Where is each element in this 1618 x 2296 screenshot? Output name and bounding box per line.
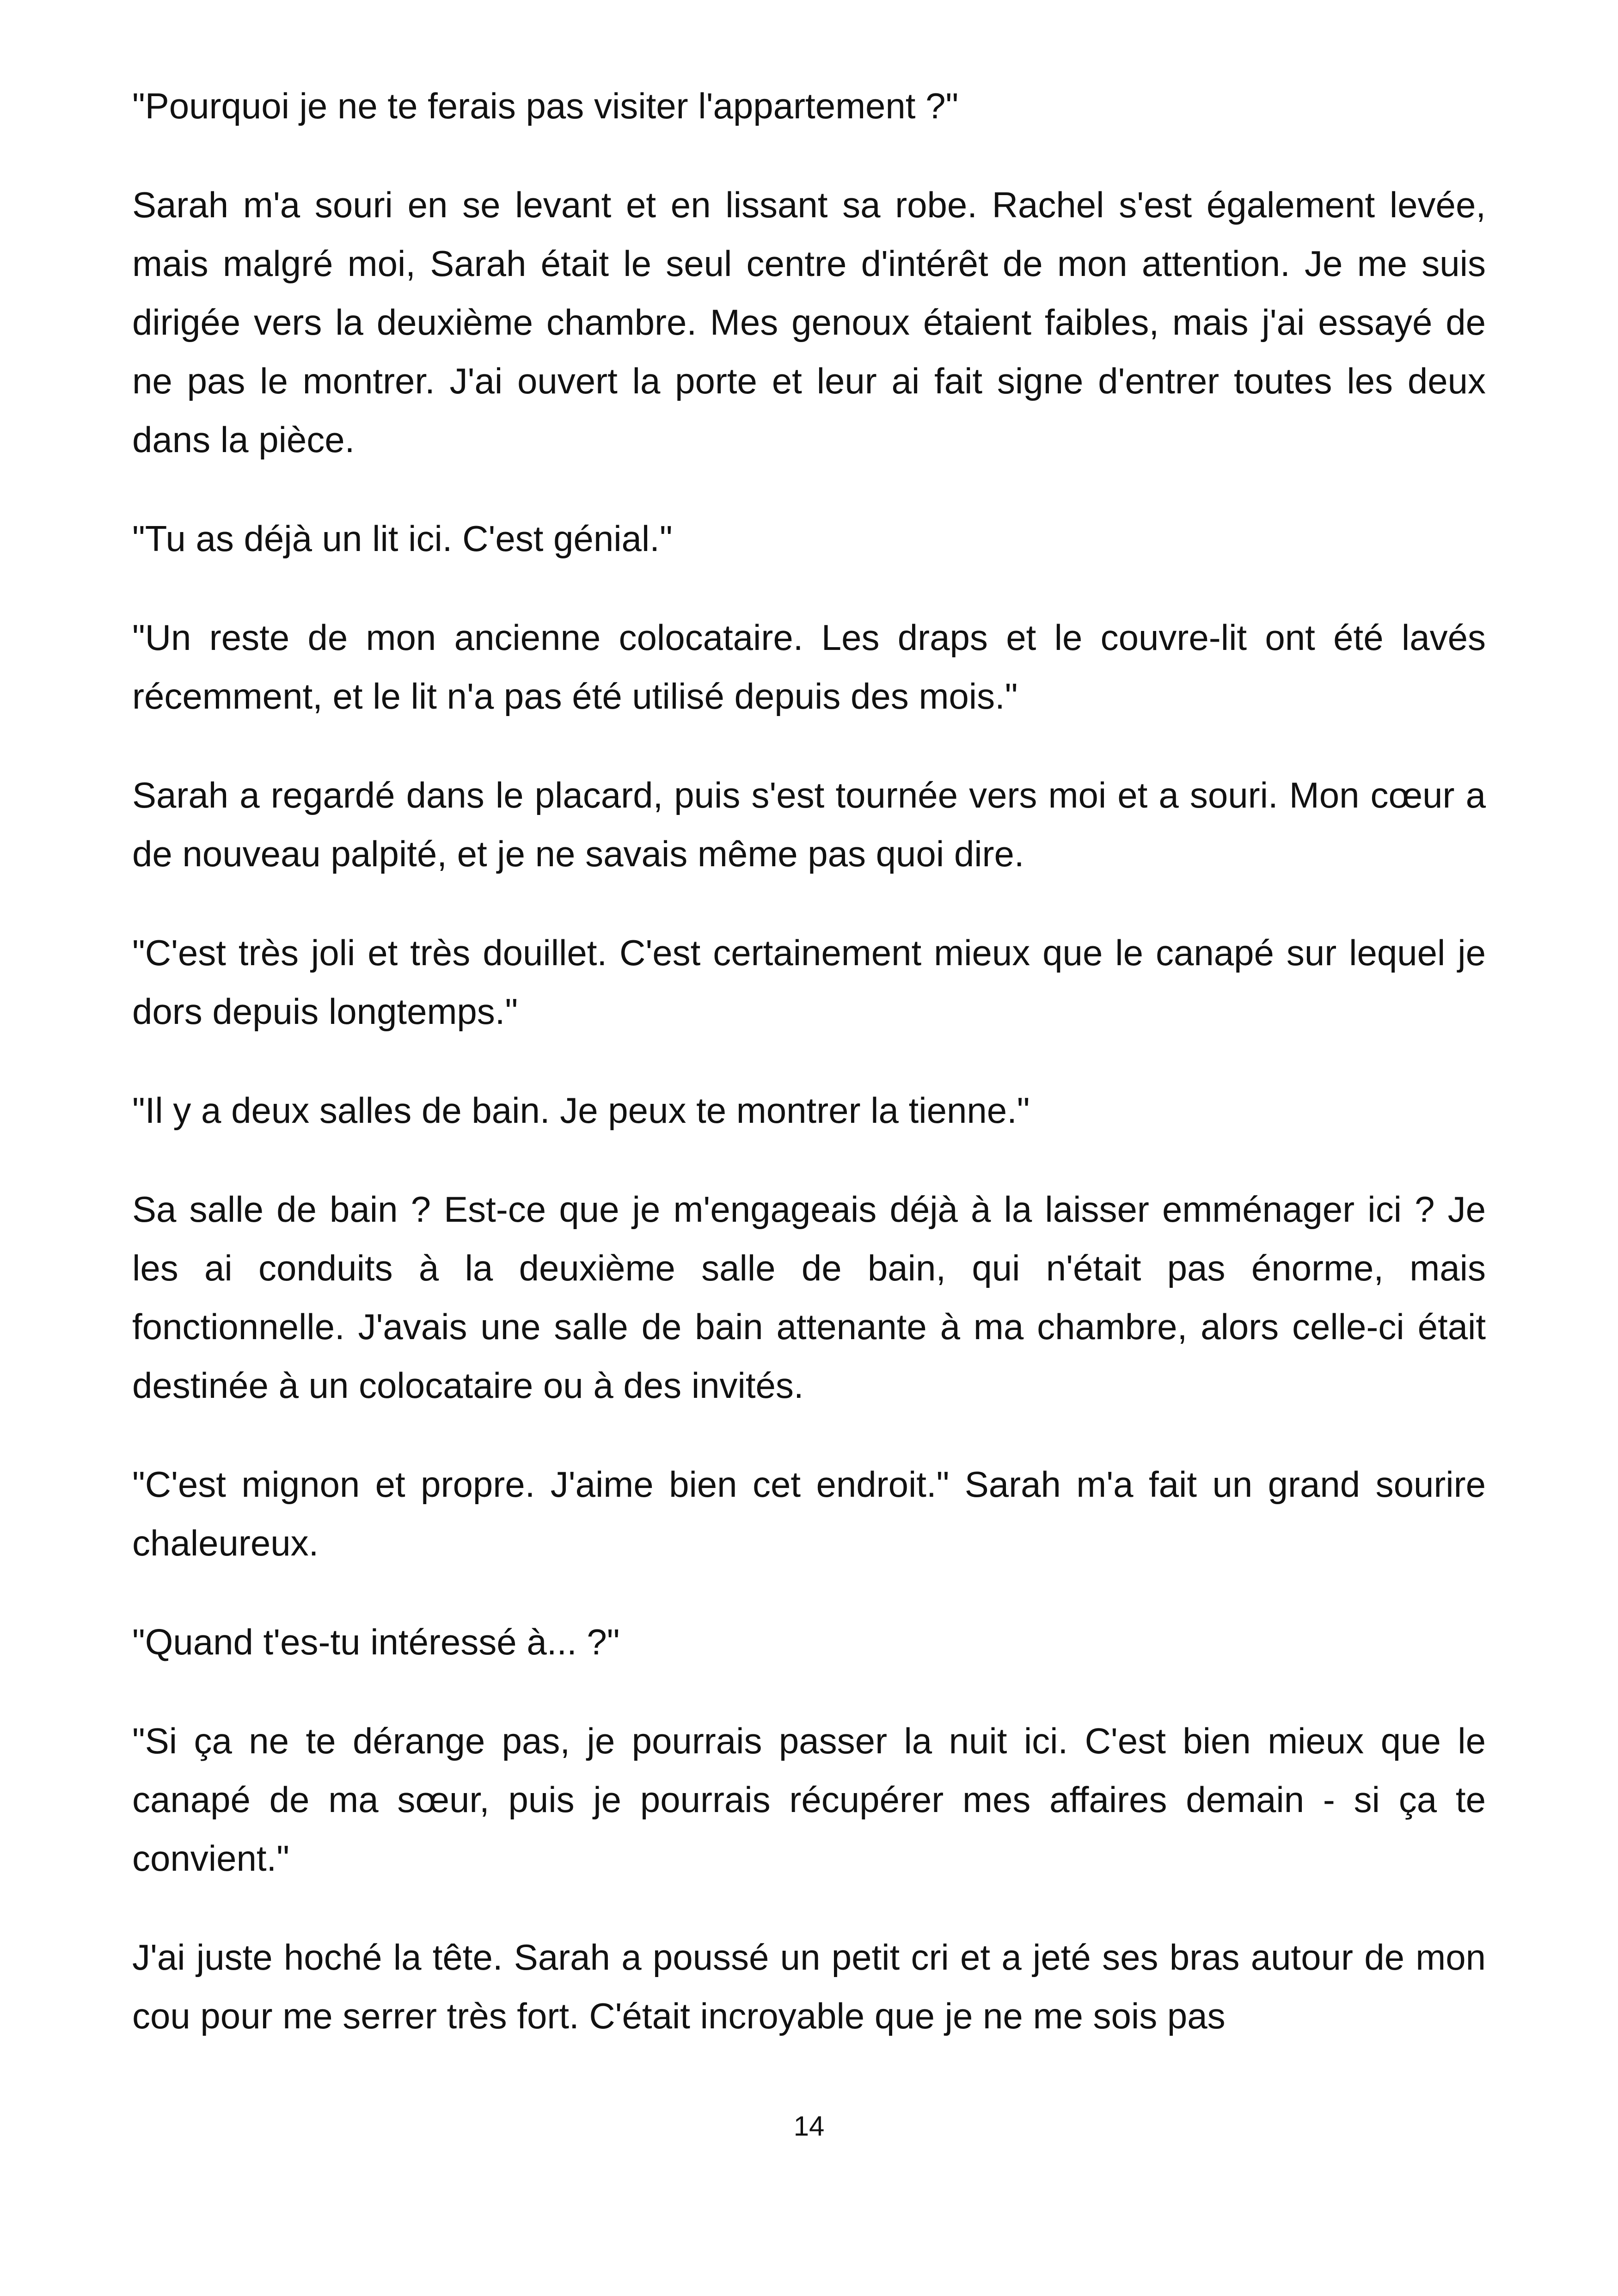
paragraph: "Pourquoi je ne te ferais pas visiter l'appartement ?" — [132, 86, 959, 126]
paragraph: Sarah a regardé dans le placard, puis s'est tournée vers moi et a souri. Mon cœur a de nouveau palpité, et je ne savais même pas quoi dire. — [132, 775, 1486, 874]
paragraph: Sarah m'a souri en se levant et en lissant sa robe. Rachel s'est également levée, mais malgré moi, Sarah était le seul centre d'intérêt de mon attention. Je me suis dirigée vers la deuxième chambre. Mes genoux étaient faibles, mais j'ai essayé de ne pas le montrer. J'ai ouvert la porte et leur ai fait signe d'entrer toutes les deux dans la pièce. — [132, 184, 1486, 460]
paragraph: "Quand t'es-tu intéressé à... ?" — [132, 1622, 620, 1662]
page-body — [132, 77, 1486, 2086]
paragraph: "Il y a deux salles de bain. Je peux te montrer la tienne." — [132, 1090, 1030, 1131]
paragraph: "Tu as déjà un lit ici. C'est génial." — [132, 518, 673, 559]
paragraph: J'ai juste hoché la tête. Sarah a poussé un petit cri et a jeté ses bras autour de mon cou pour me serrer très fort. C'était incroyable que je ne me sois pas — [132, 1937, 1486, 2036]
paragraph: "C'est mignon et propre. J'aime bien cet endroit." Sarah m'a fait un grand sourire chaleureux. — [132, 1464, 1486, 1563]
paragraph: "Un reste de mon ancienne colocataire. Les draps et le couvre-lit ont été lavés récemment, et le lit n'a pas été utilisé depuis des mois." — [132, 617, 1486, 716]
paragraph: "Si ça ne te dérange pas, je pourrais passer la nuit ici. C'est bien mieux que le canapé de ma sœur, puis je pourrais récupérer mes affaires demain - si ça te convient." — [132, 1720, 1486, 1879]
paragraph: "C'est très joli et très douillet. C'est certainement mieux que le canapé sur lequel je dors depuis longtemps." — [132, 932, 1486, 1032]
paragraph: Sa salle de bain ? Est-ce que je m'engageais déjà à la laisser emménager ici ? Je les ai conduits à la deuxième salle de bain, qui n'était pas énorme, mais fonctionnelle. J'avais une salle de bain attenante à ma chambre, alors celle-ci était destinée à un colocataire ou à des invités. — [132, 1189, 1486, 1406]
page-number: 14 — [793, 2111, 825, 2142]
